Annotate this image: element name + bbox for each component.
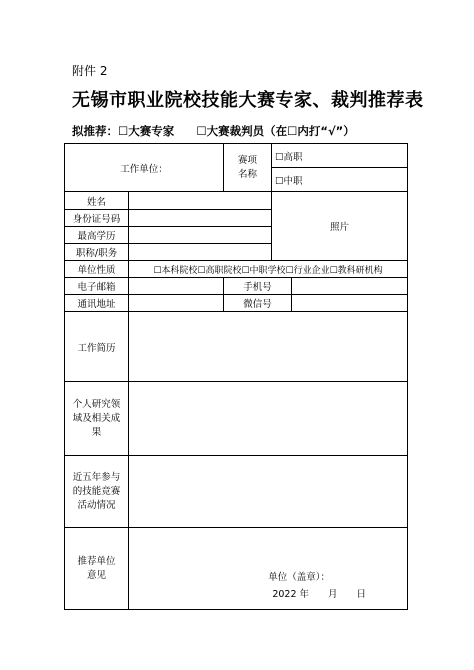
judge-checkbox[interactable]: ☐大赛裁判员（在☐内打“√”） <box>196 124 355 138</box>
recommend-label: 拟推荐： <box>72 124 118 138</box>
id-number-field[interactable] <box>129 210 272 227</box>
level-high-checkbox[interactable]: ☐高职 <box>272 144 408 168</box>
mobile-label: 手机号 <box>224 278 292 295</box>
email-field[interactable] <box>129 278 224 295</box>
wechat-label: 微信号 <box>224 295 292 312</box>
wechat-field[interactable] <box>292 295 408 312</box>
resume-label: 工作简历 <box>65 312 129 382</box>
page-title: 无锡市职业院校技能大赛专家、裁判推荐表 <box>72 90 424 111</box>
education-label: 最高学历 <box>65 227 129 244</box>
unit-type-options[interactable]: ☐本科院校☐高职院校☐中职学校☐行业企业☐教科研机构 <box>129 261 408 278</box>
annex-label: 附件 2 <box>72 64 108 78</box>
recommend-form-table <box>64 143 408 610</box>
recommend-line <box>72 123 355 139</box>
title-post-field[interactable] <box>129 244 272 261</box>
competition-field[interactable] <box>129 456 408 528</box>
resume-field[interactable] <box>129 312 408 382</box>
seal-label: 单位（盖章）： <box>268 572 331 583</box>
expert-checkbox[interactable]: ☐大赛专家 <box>118 124 175 138</box>
email-label: 电子邮箱 <box>65 278 129 295</box>
competition-label: 近五年参与 的技能竞赛 活动情况 <box>65 456 129 528</box>
event-name-label: 赛项 名称 <box>224 144 272 192</box>
address-field[interactable] <box>129 295 224 312</box>
recommend-opinion-field[interactable] <box>129 528 408 610</box>
research-label: 个人研究领 域及相关成 果 <box>65 382 129 456</box>
work-unit-label: 工作单位： <box>120 163 168 175</box>
name-field[interactable] <box>129 192 272 210</box>
unit-type-label: 单位性质 <box>65 261 129 278</box>
research-field[interactable] <box>129 382 408 456</box>
work-unit-cell[interactable] <box>65 144 224 192</box>
photo-area[interactable]: 照片 <box>272 192 408 261</box>
recommend-opinion-label: 推荐单位 意见 <box>65 528 129 610</box>
address-label: 通讯地址 <box>65 295 129 312</box>
mobile-field[interactable] <box>292 278 408 295</box>
name-label: 姓名 <box>65 192 129 210</box>
level-mid-checkbox[interactable]: ☐中职 <box>272 168 408 192</box>
title-post-label: 职称/职务 <box>65 244 129 261</box>
education-field[interactable] <box>129 227 272 244</box>
id-number-label: 身份证号码 <box>65 210 129 227</box>
date-label: 2022 年 月 日 <box>272 589 367 600</box>
